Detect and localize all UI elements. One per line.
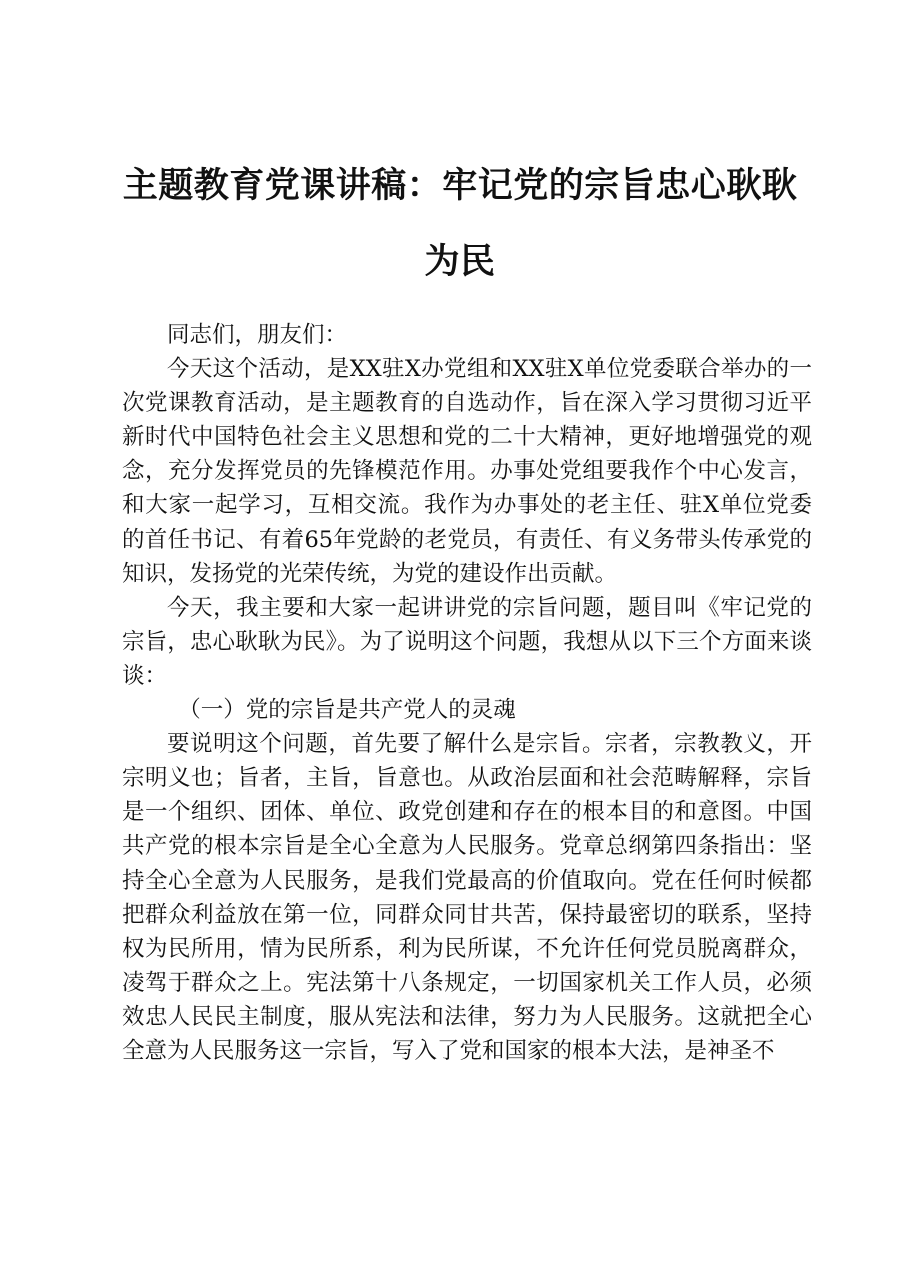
intro-paragraph: 今天这个活动，是XX驻X办党组和XX驻X单位党委联合举办的一次党课教育活动，是主题教育的自选动作，旨在深入学习贯彻习近平新时代中国特色社会主义思想和党的二十大精神，更好地增强党的观念，充分发挥党员的先锋模范作用。办事处党组要我作个中心发言，和大家一起学习，互相交流。我作为办事处的老主任、驻X单位党委的首任书记、有着65年党龄的老党员，有责任、有义务带头传承党的知识，发扬党的光荣传统，为党的建设作出贡献。 <box>122 356 812 587</box>
document-title: 主题教育党课讲稿：牢记党的宗旨忠心耿耿为民 <box>122 166 798 282</box>
section-heading-1: （一）党的宗旨是共产党人的灵魂 <box>178 697 516 724</box>
document-body <box>122 318 812 1068</box>
topic-paragraph: 今天，我主要和大家一起讲讲党的宗旨问题，题目叫《牢记党的宗旨，忠心耿耿为民》。为了说明这个问题，我想从以下三个方面来谈谈： <box>122 594 812 689</box>
section-1-paragraph: 要说明这个问题，首先要了解什么是宗旨。宗者，宗教教义，开宗明义也；旨者，主旨，旨意也。从政治层面和社会范畴解释，宗旨是一个组织、团体、单位、政党创建和存在的根本目的和意图。中国共产党的根本宗旨是全心全意为人民服务。党章总纲第四条指出：坚持全心全意为人民服务，是我们党最高的价值取向。党在任何时候都把群众利益放在第一位，同群众同甘共苦，保持最密切的联系，坚持权为民所用，情为民所系，利为民所谋，不允许任何党员脱离群众，凌驾于群众之上。宪法第十八条规定，一切国家机关工作人员，必须效忠人民民主制度，服从宪法和法律，努力为人民服务。这就把全心全意为人民服务这一宗旨，写入了党和国家的根本大法，是神圣不 <box>122 731 812 1064</box>
salutation-paragraph: 同志们，朋友们： <box>167 322 348 348</box>
